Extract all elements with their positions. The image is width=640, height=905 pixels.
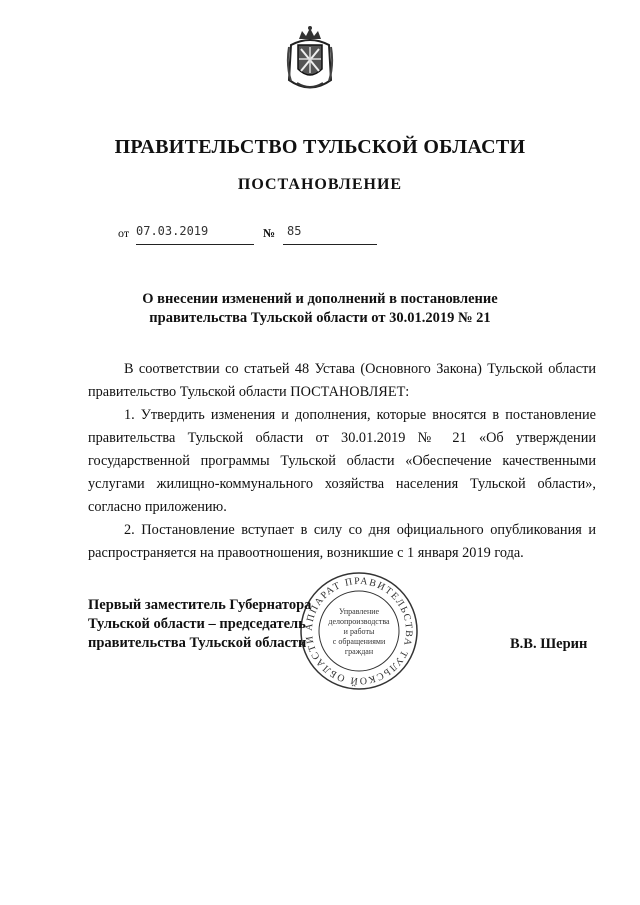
coat-of-arms-icon (285, 25, 335, 95)
number-label: № (263, 226, 276, 240)
stamp-line-4: с обращениями (332, 637, 386, 646)
signatory-position-line-2: Тульской области – председатель (88, 616, 306, 632)
number-value: 85 (287, 224, 302, 238)
signatory-position (88, 596, 311, 653)
stamp-line-1: Управление (338, 607, 380, 616)
paragraph-preamble: В соответствии со статьей 48 Устава (Основного Закона) Тульской области правительство Тульской области ПОСТАНОВЛЯЕТ: (88, 361, 596, 400)
document-heading (120, 290, 520, 328)
official-stamp (298, 570, 420, 692)
signatory-name: В.В. Шерин (510, 636, 588, 652)
number-field (283, 224, 377, 245)
government-title: ПРАВИТЕЛЬСТВО ТУЛЬСКОЙ ОБЛАСТИ (114, 136, 526, 158)
paragraph-item-2: 2. Постановление вступает в силу со дня официального опубликования и распространяется на правоотношения, возникшие с 1 января 2019 года. (88, 522, 596, 561)
date-label: от (118, 226, 130, 240)
heading-line-2: правительства Тульской области от 30.01.2019 № 21 (149, 310, 491, 326)
paragraph-item-1: 1. Утвердить изменения и дополнения, которые вносятся в постановление правительства Тульской области от 30.01.2019 № 21 «Об утверждении государственной программы Тульской области «Обеспечение качественными услугами жилищно-коммунального хозяйства населения Тульской области», согласно приложению. (88, 407, 596, 515)
heading-line-1: О внесении изменений и дополнений в постановление (142, 291, 498, 307)
stamp-line-2: делопроизводства (328, 617, 390, 626)
document-body (88, 358, 596, 565)
signatory-position-line-3: правительства Тульской области (88, 635, 307, 651)
document-type: ПОСТАНОВЛЕНИЕ (237, 176, 403, 193)
stamp-ring-text: АППАРАТ ПРАВИТЕЛЬСТВА ТУЛЬСКОЙ ОБЛАСТИ (303, 575, 415, 687)
stamp-line-3: и работы (343, 627, 375, 636)
stamp-line-5: граждан (344, 647, 374, 656)
signatory-position-line-1: Первый заместитель Губернатора (88, 597, 312, 613)
date-field (136, 224, 254, 245)
date-value: 07.03.2019 (136, 224, 209, 238)
